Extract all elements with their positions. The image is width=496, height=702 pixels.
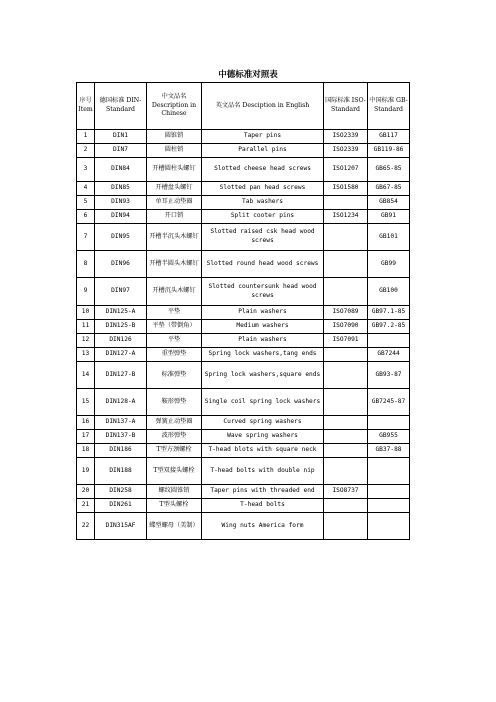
cell-cn: 开槽半沉头木螺钉: [147, 224, 202, 251]
cell-item: 15: [77, 389, 95, 416]
cell-gb: GB854: [368, 196, 410, 210]
cell-item: 8: [77, 251, 95, 278]
cell-gb: GB97.2-85: [368, 320, 410, 334]
cell-din: DIN125-B: [95, 320, 147, 334]
cell-item: 14: [77, 362, 95, 389]
cell-gb: GB91: [368, 210, 410, 224]
cell-iso: [324, 362, 368, 389]
cell-din: DIN1: [95, 130, 147, 144]
cell-en: T-head bolts with double nip: [202, 458, 324, 485]
cell-iso: ISO7090: [324, 320, 368, 334]
cell-item: 16: [77, 416, 95, 430]
page-title: 中德标准对照表: [218, 70, 278, 80]
cell-item: 11: [77, 320, 95, 334]
cell-gb: GB101: [368, 224, 410, 251]
standards-table: [76, 82, 410, 540]
cell-iso: ISO2339: [324, 144, 368, 158]
cell-en: Slotted raised csk head wood screws: [202, 224, 324, 251]
header-gb: 中国标准 GB-Standard: [368, 83, 410, 130]
table-row: [77, 444, 410, 458]
header-din: 德国标准 DIN-Standard: [95, 83, 147, 130]
cell-item: 13: [77, 348, 95, 362]
cell-cn: 鞍形弹垫: [147, 389, 202, 416]
table-row: [77, 334, 410, 348]
cell-cn: 开槽沉头木螺钉: [147, 278, 202, 306]
table-row: [77, 182, 410, 196]
cell-cn: T型头螺栓: [147, 499, 202, 513]
cell-cn: T型方颈螺栓: [147, 444, 202, 458]
cell-din: DIN128-A: [95, 389, 147, 416]
table-row: [77, 306, 410, 320]
cell-din: DIN315AF: [95, 513, 147, 540]
cell-item: 7: [77, 224, 95, 251]
cell-iso: [324, 458, 368, 485]
cell-din: DIN93: [95, 196, 147, 210]
table-row: [77, 416, 410, 430]
cell-iso: ISO7091: [324, 334, 368, 348]
cell-cn: 平垫（带倒角）: [147, 320, 202, 334]
cell-en: Single coil spring lock washers: [202, 389, 324, 416]
cell-din: DIN127-B: [95, 362, 147, 389]
cell-en: Taper pins with threaded end: [202, 485, 324, 499]
cell-din: DIN261: [95, 499, 147, 513]
cell-din: DIN94: [95, 210, 147, 224]
cell-din: DIN258: [95, 485, 147, 499]
header-iso: 国际标准 ISO-Standard: [324, 83, 368, 130]
cell-en: Split cooter pins: [202, 210, 324, 224]
cell-gb: [368, 513, 410, 540]
cell-item: 6: [77, 210, 95, 224]
table-row: [77, 158, 410, 182]
cell-en: Plain washers: [202, 306, 324, 320]
cell-cn: 开槽圆柱头螺钉: [147, 158, 202, 182]
cell-iso: [324, 251, 368, 278]
cell-din: DIN95: [95, 224, 147, 251]
cell-item: 5: [77, 196, 95, 210]
cell-en: Curved spring washers: [202, 416, 324, 430]
cell-cn: 圆柱销: [147, 144, 202, 158]
table-row: [77, 513, 410, 540]
cell-item: 4: [77, 182, 95, 196]
cell-en: Parallel pins: [202, 144, 324, 158]
cell-iso: ISO2339: [324, 130, 368, 144]
cell-cn: 重型弹垫: [147, 348, 202, 362]
cell-gb: GB93-87: [368, 362, 410, 389]
cell-gb: GB119-86: [368, 144, 410, 158]
table-row: [77, 320, 410, 334]
header-item: 序号 Item: [77, 83, 95, 130]
cell-en: Slotted countersunk head wood screws: [202, 278, 324, 306]
cell-din: DIN126: [95, 334, 147, 348]
cell-en: Spring lock washers,square ends: [202, 362, 324, 389]
table-row: [77, 362, 410, 389]
cell-iso: [324, 196, 368, 210]
cell-gb: GB7244: [368, 348, 410, 362]
cell-cn: 单耳止动垫圈: [147, 196, 202, 210]
cell-cn: T型双接头螺栓: [147, 458, 202, 485]
cell-iso: [324, 444, 368, 458]
cell-cn: 平垫: [147, 306, 202, 320]
table-row: [77, 196, 410, 210]
cell-iso: [324, 416, 368, 430]
cell-gb: GB955: [368, 430, 410, 444]
cell-en: Slotted pan head screws: [202, 182, 324, 196]
cell-en: T-head bolts: [202, 499, 324, 513]
cell-din: DIN85: [95, 182, 147, 196]
cell-din: DIN137-B: [95, 430, 147, 444]
cell-iso: [324, 430, 368, 444]
cell-en: Plain washers: [202, 334, 324, 348]
cell-item: 1: [77, 130, 95, 144]
cell-din: DIN84: [95, 158, 147, 182]
cell-gb: [368, 499, 410, 513]
cell-iso: ISO7089: [324, 306, 368, 320]
cell-gb: [368, 416, 410, 430]
cell-item: 18: [77, 444, 95, 458]
cell-item: 10: [77, 306, 95, 320]
cell-cn: 开口销: [147, 210, 202, 224]
cell-gb: [368, 458, 410, 485]
table-row: [77, 458, 410, 485]
cell-iso: [324, 224, 368, 251]
header-en: 英文品名 Desciption in English: [202, 83, 324, 130]
cell-iso: [324, 389, 368, 416]
cell-item: 21: [77, 499, 95, 513]
cell-cn: 弹簧止动垫圈: [147, 416, 202, 430]
table-row: [77, 485, 410, 499]
cell-iso: [324, 499, 368, 513]
cell-en: T-head blots with square neck: [202, 444, 324, 458]
cell-cn: 开槽盘头螺钉: [147, 182, 202, 196]
cell-en: Spring lock washers,tang ends: [202, 348, 324, 362]
cell-din: DIN186: [95, 444, 147, 458]
cell-din: DIN7: [95, 144, 147, 158]
cell-gb: GB117: [368, 130, 410, 144]
table-row: [77, 224, 410, 251]
cell-gb: [368, 485, 410, 499]
cell-cn: 波形弹垫: [147, 430, 202, 444]
cell-iso: ISO1234: [324, 210, 368, 224]
cell-gb: [368, 334, 410, 348]
table-row: [77, 130, 410, 144]
cell-din: DIN137-A: [95, 416, 147, 430]
cell-item: 3: [77, 158, 95, 182]
table-row: [77, 430, 410, 444]
cell-din: DIN125-A: [95, 306, 147, 320]
cell-item: 19: [77, 458, 95, 485]
cell-item: 22: [77, 513, 95, 540]
cell-din: DIN96: [95, 251, 147, 278]
cell-iso: ISO8737: [324, 485, 368, 499]
cell-cn: 蝶型螺母（美制）: [147, 513, 202, 540]
cell-item: 17: [77, 430, 95, 444]
cell-gb: GB67-85: [368, 182, 410, 196]
cell-iso: [324, 513, 368, 540]
cell-din: DIN97: [95, 278, 147, 306]
cell-gb: GB97.1-85: [368, 306, 410, 320]
table-row: [77, 210, 410, 224]
cell-en: Medium washers: [202, 320, 324, 334]
cell-en: Slotted cheese head screws: [202, 158, 324, 182]
header-cn: 中文品名 Description in Chinese: [147, 83, 202, 130]
table-row: [77, 278, 410, 306]
table-row: [77, 251, 410, 278]
cell-iso: [324, 278, 368, 306]
cell-item: 2: [77, 144, 95, 158]
cell-cn: 平垫: [147, 334, 202, 348]
cell-cn: 螺纹圆锥销: [147, 485, 202, 499]
cell-cn: 圆锥销: [147, 130, 202, 144]
cell-cn: 标准弹垫: [147, 362, 202, 389]
cell-item: 20: [77, 485, 95, 499]
cell-gb: GB99: [368, 251, 410, 278]
cell-iso: ISO1580: [324, 182, 368, 196]
cell-cn: 开槽半圆头木螺钉: [147, 251, 202, 278]
cell-en: Slotted round head wood screws: [202, 251, 324, 278]
cell-gb: GB7245-87: [368, 389, 410, 416]
cell-iso: ISO1207: [324, 158, 368, 182]
header-row: [77, 83, 410, 130]
cell-item: 9: [77, 278, 95, 306]
cell-gb: GB65-85: [368, 158, 410, 182]
cell-en: Wave spring washers: [202, 430, 324, 444]
cell-iso: [324, 348, 368, 362]
table-row: [77, 348, 410, 362]
cell-en: Tab washers: [202, 196, 324, 210]
cell-gb: GB37-88: [368, 444, 410, 458]
cell-gb: GB100: [368, 278, 410, 306]
table-row: [77, 144, 410, 158]
cell-din: DIN188: [95, 458, 147, 485]
table-row: [77, 499, 410, 513]
cell-en: Taper pins: [202, 130, 324, 144]
cell-en: Wing nuts America form: [202, 513, 324, 540]
cell-item: 12: [77, 334, 95, 348]
cell-din: DIN127-A: [95, 348, 147, 362]
table-row: [77, 389, 410, 416]
